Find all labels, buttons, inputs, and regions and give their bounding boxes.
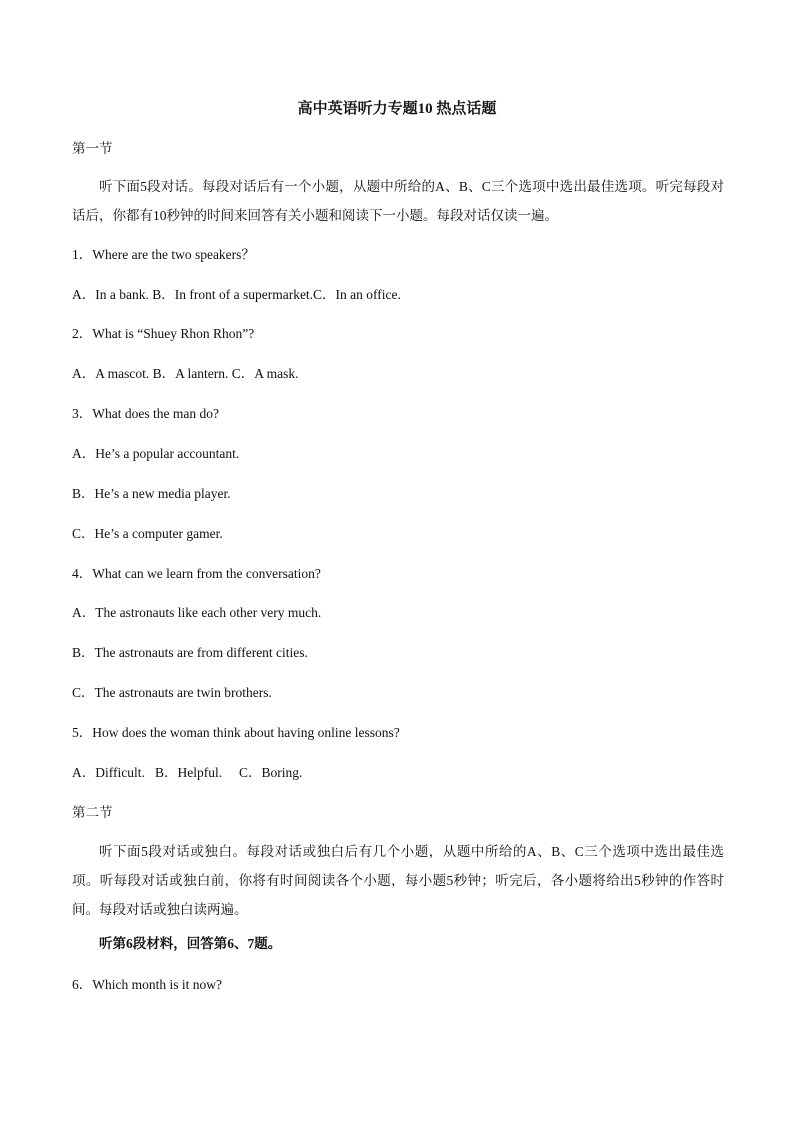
question-5-stem: 5．How does the woman think about having online lessons? (72, 725, 400, 740)
question-6-stem: 6．Which month is it now? (72, 977, 222, 992)
question-1-options: A．In a bank. B．In front of a supermarket.C．In an office. (72, 287, 401, 302)
question-4-option-c: C．The astronauts are twin brothers. (72, 685, 272, 700)
question-3-option-b: B．He’s a new media player. (72, 486, 231, 501)
document-title: 高中英语听力专题10 热点话题 (297, 101, 497, 117)
question-1-stem: 1．Where are the two speakers？ (72, 247, 255, 262)
question-3-stem: 3．What does the man do? (72, 406, 219, 421)
question-2-options: A．A mascot. B．A lantern. C．A mask. (72, 366, 299, 381)
section1-heading: 第一节 (72, 141, 113, 156)
question-4-option-b: B．The astronauts are from different cities. (72, 645, 308, 660)
question-4-stem: 4．What can we learn from the conversation? (72, 566, 321, 581)
question-4-option-a: A．The astronauts like each other very much. (72, 605, 322, 620)
question-5-options: A．Difficult. B．Helpful. C．Boring. (72, 765, 303, 780)
section2-instructions: 听下面5段对话或独白。每段对话或独白后有几个小题，从题中所给的A、B、C三个选项中选出最佳选项。听每段对话或独白前，你将有时间阅读各个小题，每小题5秒钟；听完后，各小题将给出5秒钟的作答时间。每段对话或独白读两遍。 (72, 844, 724, 917)
material-6-note: 听第6段材料，回答第6、7题。 (99, 936, 282, 951)
section1-instructions: 听下面5段对话。每段对话后有一个小题，从题中所给的A、B、C三个选项中选出最佳选项。听完每段对话后，你都有10秒钟的时间来回答有关小题和阅读下一小题。每段对话仅读一遍。 (72, 179, 724, 223)
section2-heading: 第二节 (72, 805, 113, 820)
question-3-option-a: A．He’s a popular accountant. (72, 446, 240, 461)
question-3-option-c: C．He’s a computer gamer. (72, 526, 223, 541)
question-2-stem: 2．What is “Shuey Rhon Rhon”? (72, 326, 255, 341)
